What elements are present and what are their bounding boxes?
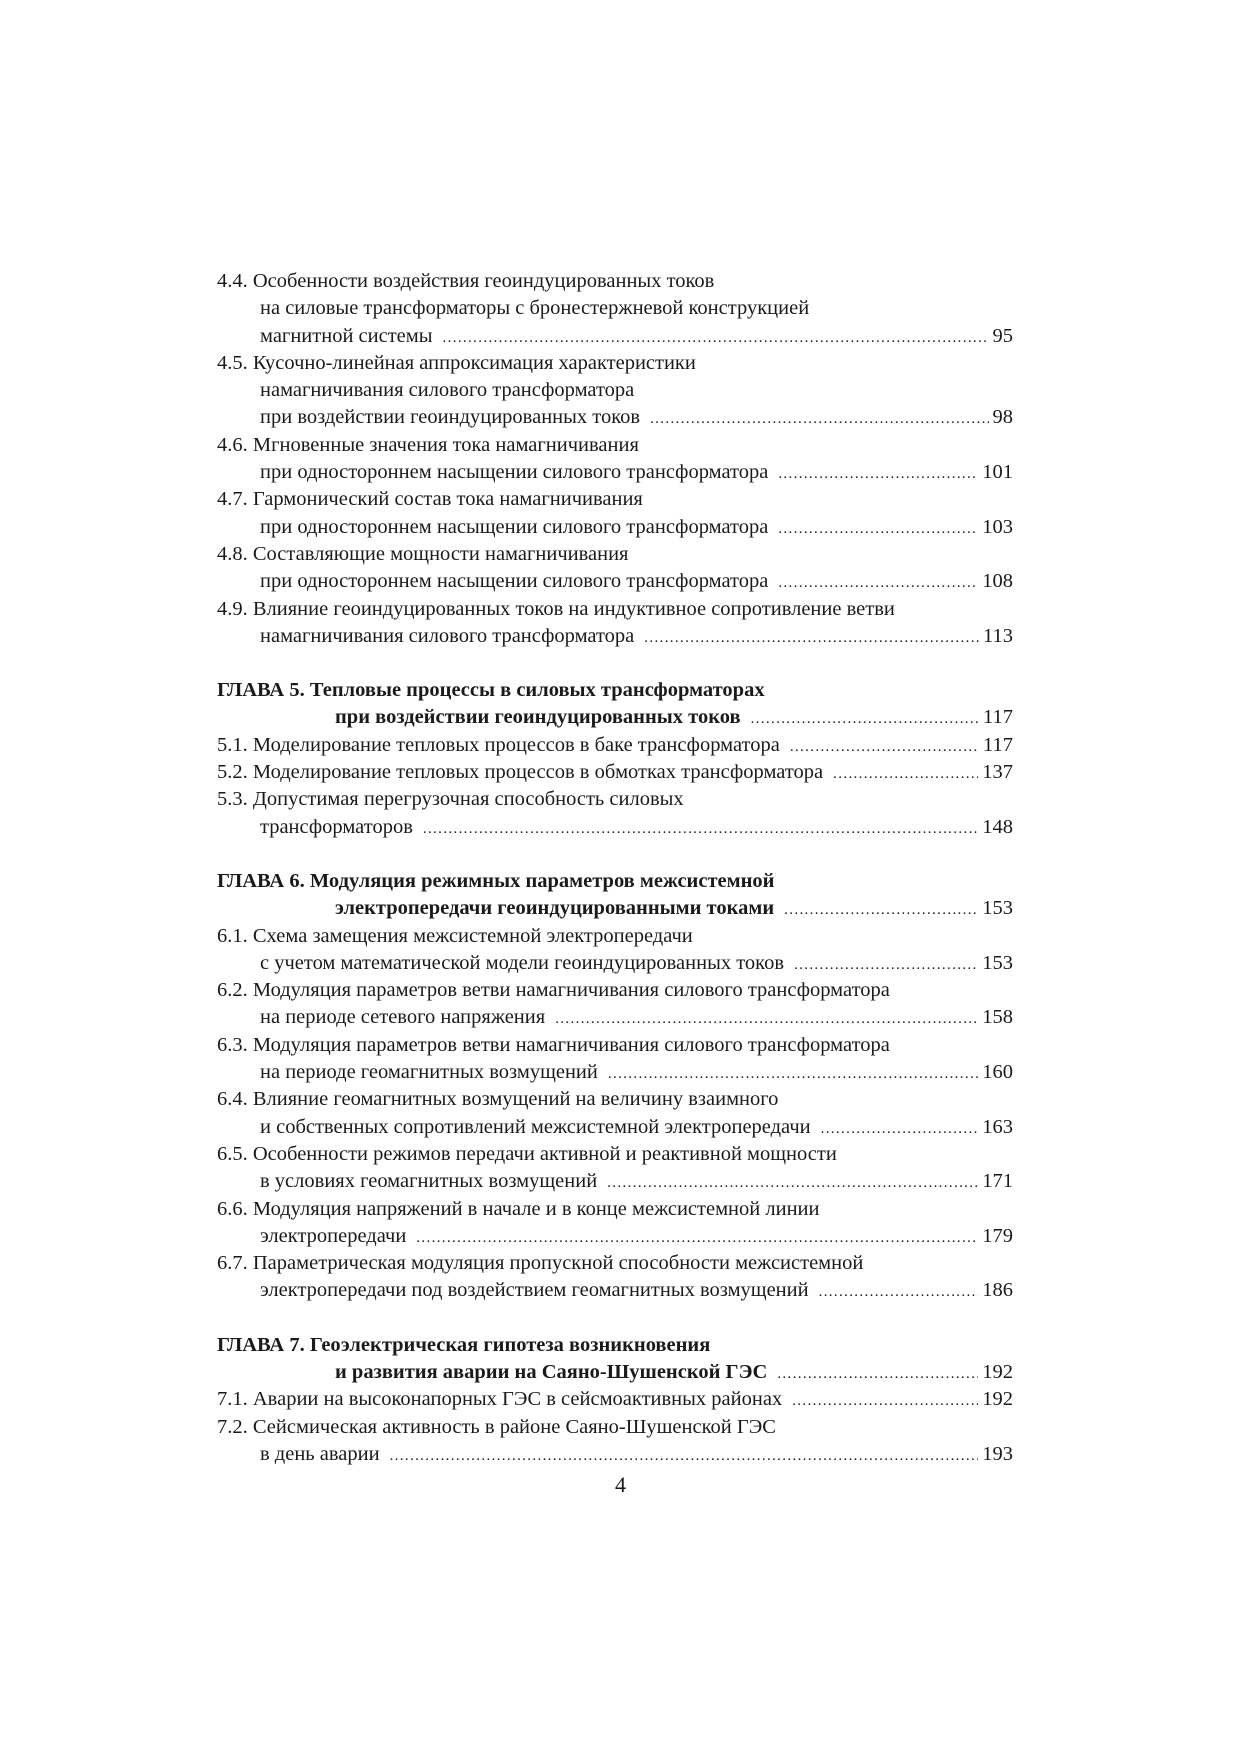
entry-title-cont: в условиях геомагнитных возмущений <box>260 1170 598 1193</box>
entry-title-cont: на периоде геомагнитных возмущений <box>260 1061 598 1084</box>
toc-entry-6-7 <box>217 1250 1013 1305</box>
dot-leader <box>650 406 988 433</box>
entry-title: 6.1. Схема замещения межсистемной электропередачи <box>217 924 693 947</box>
page-ref: 179 <box>982 1224 1013 1247</box>
toc-entry-4-4 <box>217 268 1013 350</box>
page-ref: 160 <box>982 1061 1013 1084</box>
page-ref: 192 <box>982 1388 1013 1411</box>
chapter-title-cont: электропередачи геоиндуцированными токами <box>335 897 775 920</box>
toc-entry-4-9 <box>217 596 1013 651</box>
toc-entry-6-6 <box>217 1196 1013 1251</box>
page-ref: 113 <box>983 624 1013 647</box>
entry-title-cont: с учетом математической модели геоиндуцированных токов <box>260 951 785 974</box>
entry-title-cont: намагничивания силового трансформатора <box>260 624 635 647</box>
toc-entry-5-3 <box>217 786 1013 841</box>
dot-leader <box>390 1443 979 1470</box>
toc-entry-6-5 <box>217 1141 1013 1196</box>
entry-title: 4.7. Гармонический состав тока намагничивания <box>217 488 643 511</box>
page-number: 4 <box>615 1472 626 1497</box>
page-ref: 101 <box>982 461 1013 484</box>
dot-leader <box>443 325 989 352</box>
entry-title: 4.9. Влияние геоиндуцированных токов на индуктивное сопротивление ветви <box>217 597 895 620</box>
entry-title-cont: при одностороннем насыщении силового трансформатора <box>260 570 769 593</box>
entry-title: 4.6. Мгновенные значения тока намагничивания <box>217 433 639 456</box>
dot-leader <box>644 625 979 652</box>
entry-title: 6.6. Модуляция напряжений в начале и в конце межсистемной линии <box>217 1197 820 1220</box>
toc-entry-6-4 <box>217 1086 1013 1141</box>
entry-title: 5.1. Моделирование тепловых процессов в баке трансформатора <box>217 733 780 756</box>
toc-chapter-5 <box>217 677 1013 732</box>
dot-leader <box>794 952 978 979</box>
dot-leader <box>833 761 978 788</box>
entry-title-cont: трансформаторов <box>260 815 413 838</box>
entry-title: 6.3. Модуляция параметров ветви намагничивания силового трансформатора <box>217 1033 890 1056</box>
dot-leader <box>819 1279 979 1306</box>
entry-title: 4.4. Особенности воздействия геоиндуцированных токов <box>217 270 715 292</box>
entry-title-cont: на силовые трансформаторы с бронестержневой конструкцией <box>260 297 810 320</box>
toc-entry-6-2 <box>217 977 1013 1032</box>
toc-chapter-6 <box>217 868 1013 923</box>
page-ref: 103 <box>982 515 1013 538</box>
entry-title: 7.2. Сейсмическая активность в районе Саяно-Шушенской ГЭС <box>217 1415 776 1438</box>
page-ref: 117 <box>983 706 1013 729</box>
toc-entry-4-6 <box>217 432 1013 487</box>
entry-title: 6.5. Особенности режимов передачи активной и реактивной мощности <box>217 1142 837 1165</box>
page-ref: 95 <box>992 324 1013 347</box>
entry-title-cont: намагничивания силового трансформатора <box>260 379 635 402</box>
dot-leader <box>778 516 978 543</box>
toc-chapter-7 <box>217 1332 1013 1387</box>
entry-title: 4.8. Составляющие мощности намагничивания <box>217 542 629 565</box>
page-ref: 148 <box>982 815 1013 838</box>
dot-leader <box>778 570 978 597</box>
dot-leader <box>416 1225 978 1252</box>
entry-title: 7.1. Аварии на высоконапорных ГЭС в сейсмоактивных районах <box>217 1388 783 1411</box>
dot-leader <box>790 734 979 761</box>
page-ref: 98 <box>992 406 1013 429</box>
dot-leader <box>423 816 978 843</box>
dot-leader <box>778 461 978 488</box>
entry-title-cont: электропередачи под воздействием геомагнитных возмущений <box>260 1279 809 1302</box>
dot-leader <box>607 1170 978 1197</box>
entry-title-cont: магнитной системы <box>260 324 433 347</box>
entry-title: 5.2. Моделирование тепловых процессов в обмотках трансформатора <box>217 761 824 784</box>
toc-entry-7-2 <box>217 1414 1013 1469</box>
dot-leader <box>751 706 979 733</box>
page-ref: 163 <box>982 1115 1013 1138</box>
entry-title: 6.2. Модуляция параметров ветви намагничивания силового трансформатора <box>217 979 890 1002</box>
page-ref: 171 <box>982 1170 1013 1193</box>
toc-entry-4-5 <box>217 350 1013 432</box>
dot-leader <box>555 1006 978 1033</box>
toc-entry-4-8 <box>217 541 1013 596</box>
entry-title: 4.5. Кусочно-линейная аппроксимация характеристики <box>217 351 696 374</box>
dot-leader <box>608 1061 978 1088</box>
chapter-title: ГЛАВА 6. Модуляция режимных параметров межсистемной <box>217 869 775 892</box>
dot-leader <box>784 897 978 924</box>
toc-entry-5-2 <box>217 759 1013 786</box>
dot-leader <box>777 1361 978 1388</box>
entry-title-cont: при одностороннем насыщении силового трансформатора <box>260 515 769 538</box>
page-ref: 193 <box>982 1442 1013 1465</box>
entry-title: 6.7. Параметрическая модуляция пропускной способности межсистемной <box>217 1252 864 1275</box>
entry-title: 5.3. Допустимая перегрузочная способность силовых <box>217 788 684 811</box>
chapter-title-cont: и развития аварии на Саяно-Шушенской ГЭС <box>335 1360 768 1383</box>
toc-entry-7-1 <box>217 1386 1013 1413</box>
page-ref: 158 <box>982 1006 1013 1029</box>
page-ref: 186 <box>982 1279 1013 1302</box>
table-of-contents <box>217 268 1013 1468</box>
entry-title-cont: электропередачи <box>260 1224 407 1247</box>
entry-title-cont: в день аварии <box>260 1442 380 1465</box>
entry-title-cont: при воздействии геоиндуцированных токов <box>260 406 641 429</box>
page-ref: 153 <box>982 897 1013 920</box>
entry-title-cont: на периоде сетевого напряжения <box>260 1006 546 1029</box>
page-ref: 117 <box>983 733 1013 756</box>
entry-title: 6.4. Влияние геомагнитных возмущений на величину взаимного <box>217 1088 779 1111</box>
toc-entry-6-3 <box>217 1032 1013 1087</box>
page-ref: 137 <box>982 761 1013 784</box>
entry-title-cont: при одностороннем насыщении силового трансформатора <box>260 461 769 484</box>
toc-entry-6-1 <box>217 923 1013 978</box>
toc-entry-4-7 <box>217 486 1013 541</box>
page-ref: 153 <box>982 951 1013 974</box>
dot-leader <box>792 1388 978 1415</box>
page-ref: 192 <box>982 1360 1013 1383</box>
chapter-title: ГЛАВА 7. Геоэлектрическая гипотеза возникновения <box>217 1333 711 1356</box>
entry-title-cont: и собственных сопротивлений межсистемной электропередачи <box>260 1115 811 1138</box>
chapter-title-cont: при воздействии геоиндуцированных токов <box>335 706 741 729</box>
page-ref: 108 <box>982 570 1013 593</box>
dot-leader <box>821 1116 979 1143</box>
chapter-title: ГЛАВА 5. Тепловые процессы в силовых трансформаторах <box>217 679 765 702</box>
toc-entry-5-1 <box>217 732 1013 759</box>
